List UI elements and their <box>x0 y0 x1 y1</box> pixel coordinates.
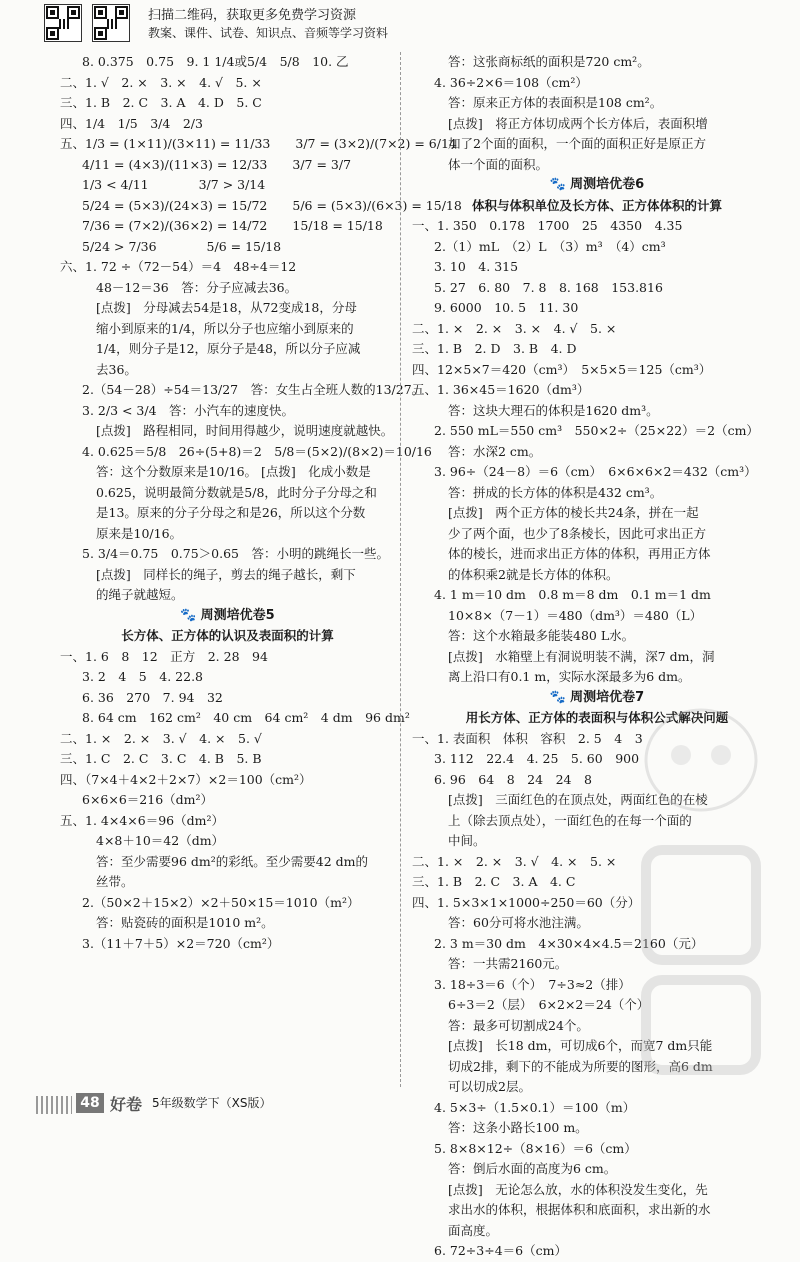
section-subtitle: 用长方体、正方体的表面积与体积公式解决问题 <box>465 710 729 725</box>
answer-line: 的体积乘2就是长方体的体积。 <box>448 566 619 582</box>
answer-line: 4. 1 m＝10 dm 0.8 m＝8 dm 0.1 m＝1 dm <box>434 587 711 602</box>
answer-line: 四、12×5×7＝420（cm³） 5×5×5＝125（cm³） <box>412 361 712 377</box>
answer-line: 答：倒后水面的高度为6 cm。 <box>448 1161 617 1176</box>
right-column <box>412 52 782 1262</box>
answer-line: 48－12＝36 答：分子应减去36。 <box>96 279 298 295</box>
answer-line: 五、1. 4×4×6＝96（dm²） <box>60 812 224 828</box>
answer-line: 6. 96 64 8 24 24 8 <box>434 771 592 787</box>
answer-line: 0.625，说明最简分数就是5/8，此时分子分母之和 <box>96 484 377 500</box>
answer-line: 四、1. 5×3×1×1000÷250＝60（分） <box>412 894 641 910</box>
answer-line: 一、1. 350 0.178 1700 25 4350 4.35 <box>412 218 683 233</box>
answer-line: [点拨] 将正方体切成两个长方体后，表面积增 <box>448 115 708 131</box>
answer-line: 3. 18÷3＝6（个） 7÷3≈2（排） <box>434 976 631 992</box>
answer-line: 答：水深2 cm。 <box>448 443 542 459</box>
page-number: 48 <box>76 1093 104 1113</box>
answer-line: 三、1. C 2. C 3. C 4. B 5. B <box>60 751 262 766</box>
answer-line: 一、1. 表面积 体积 容积 2. 5 4 3 <box>412 730 643 746</box>
answer-line: 五、1/3 = (1×11)/(3×11) = 11/33 3/7 = (3×2)/(7×2) = 6/14 <box>60 136 457 151</box>
answer-line: 3.（11＋7＋5）×2＝720（cm²） <box>82 935 280 951</box>
answer-line: 5. 27 6. 80 7. 8 8. 168 153.816 <box>434 279 663 295</box>
answer-line: 原来是10/16。 <box>96 525 183 541</box>
answer-line: 加了2个面的面积，一个面的面积正好是原正方 <box>448 136 706 151</box>
brand-logo: 好卷 <box>110 1095 143 1114</box>
answer-line: [点拨] 长18 dm，可切成6个，而宽7 dm只能 <box>448 1038 713 1053</box>
answer-line: 6. 36 270 7. 94 32 <box>82 689 223 705</box>
answer-line: 离上沿口有0.1 m，实际水深最多为6 dm。 <box>448 669 691 684</box>
answer-line: 体一个面的面积。 <box>448 156 549 172</box>
mascot-watermark-icon <box>626 700 776 1080</box>
qr-code-icon[interactable] <box>44 4 82 42</box>
answer-line: 5. 3/4＝0.75 0.75＞0.65 答：小明的跳绳长一些。 <box>82 546 390 561</box>
answer-line: 9. 6000 10. 5 11. 30 <box>434 300 579 315</box>
paw-icon: 🐾 <box>180 607 197 623</box>
header-line-2: 教案、课件、试卷、知识点、音频等学习资料 <box>148 26 389 40</box>
answer-line: 8. 0.375 0.75 9. 1 1/4或5/4 5/8 10. 乙 <box>82 54 349 69</box>
answer-line: 答：这条小路长100 m。 <box>448 1120 588 1135</box>
answer-line: [点拨] 同样长的绳子，剪去的绳子越长，剩下 <box>96 566 356 582</box>
answer-line: 2. 3 m＝30 dm 4×30×4×4.5＝2160（元） <box>434 935 704 951</box>
answer-line: 切成2排，剩下的不能成为所要的图形，高6 dm <box>448 1058 713 1074</box>
answer-line: 面高度。 <box>448 1222 499 1238</box>
answer-line: 缩小到原来的1/4，所以分子也应缩小到原来的 <box>96 320 354 336</box>
column-divider <box>400 52 401 1087</box>
answer-line: 六、1. 72 ÷（72－54）＝4 48÷4＝12 <box>60 259 297 274</box>
section-subtitle: 长方体、正方体的认识及表面积的计算 <box>121 628 334 643</box>
answer-line: 五、1. 36×45＝1620（dm³） <box>412 382 590 397</box>
answer-line: [点拨] 无论怎么放，水的体积没发生变化，先 <box>448 1181 708 1197</box>
answer-line: 三、1. B 2. D 3. B 4. D <box>412 341 577 356</box>
answer-line: 答：最多可切割成24个。 <box>448 1017 589 1033</box>
paw-icon: 🐾 <box>549 689 567 705</box>
answer-line: 4. 0.625＝5/8 26÷(5+8)＝2 5/8＝(5×2)/(8×2)＝10/16 <box>82 443 432 459</box>
answer-line: 二、1. × 2. × 3. √ 4. × 5. √ <box>60 730 262 746</box>
answer-line: 1/4，则分子是12，原分子是48，所以分子应减 <box>96 341 361 356</box>
answer-line: 的绳子就越短。 <box>96 587 184 602</box>
answer-line: 少了两个面，也少了8条棱长，因此可求出正方 <box>448 525 706 541</box>
answer-line: 答：原来正方体的表面积是108 cm²。 <box>448 95 663 110</box>
answer-line: 8. 64 cm 162 cm² 40 cm 64 cm² 4 dm 96 dm² <box>82 710 410 725</box>
header-line-1: 扫描二维码，获取更多免费学习资源 <box>148 8 357 23</box>
answer-line: 二、1. × 2. × 3. √ 4. × 5. × <box>412 853 617 869</box>
answer-line: 3. 112 22.4 4. 25 5. 60 900 <box>434 751 640 766</box>
answer-line: 2.（1）mL （2）L （3）m³ （4）cm³ <box>434 238 666 254</box>
answer-line: [点拨] 分母减去54是18，从72变成18，分母 <box>96 300 357 315</box>
answer-line: 3. 10 4. 315 <box>434 259 519 274</box>
answer-line: 5/24 > 7/36 5/6 = 15/18 <box>82 238 282 254</box>
answer-line: 一、1. 6 8 12 正方 2. 28 94 <box>60 648 268 664</box>
answer-line: 上（除去顶点处），一面红色的在每一个面的 <box>448 812 692 828</box>
answer-line: 2. 550 mL＝550 cm³ 550×2÷（25×22）＝2（cm） <box>434 423 759 438</box>
answer-line: [点拨] 两个正方体的棱长共24条，拼在一起 <box>448 505 699 520</box>
answer-line: 求出水的体积，根据体积和底面积，求出新的水 <box>448 1202 711 1217</box>
answer-line: 4×8＋10＝42（dm） <box>96 833 225 848</box>
answer-line: 可以切成2层。 <box>448 1079 531 1094</box>
paw-icon: 🐾 <box>549 177 567 192</box>
answer-line: 答：一共需2160元。 <box>448 956 568 971</box>
answer-line: 答：这个分数原来是10/16。 [点拨] 化成小数是 <box>96 464 371 479</box>
answer-line: 去36。 <box>96 361 137 377</box>
answer-line: 答：这块大理石的体积是1620 dm³。 <box>448 402 659 418</box>
answer-line: 答：拼成的长方体的体积是432 cm³。 <box>448 484 663 500</box>
answer-line: 3. 96÷（24－8）＝6（cm） 6×6×6×2＝432（cm³） <box>434 464 757 479</box>
answer-line: 5. 8×8×12÷（8×16）＝6（cm） <box>434 1140 637 1156</box>
answer-line: 4. 5×3÷（1.5×0.1）＝100（m） <box>434 1099 636 1115</box>
answer-line: 丝带。 <box>96 874 134 889</box>
section-subtitle: 体积与体积单位及长方体、正方体体积的计算 <box>471 197 722 213</box>
answer-line: 4. 36÷2×6＝108（cm²） <box>434 74 588 90</box>
decor-bars <box>36 1096 72 1114</box>
answer-line: 三、1. B 2. C 3. A 4. D 5. C <box>60 95 262 110</box>
answer-line: 5/24 = (5×3)/(24×3) = 15/72 5/6 = (5×3)/(6×3) = 15/18 <box>82 197 462 213</box>
answer-line: 答：贴瓷砖的面积是1010 m²。 <box>96 915 274 930</box>
section-heading: 🐾 周测培优卷5 <box>180 607 275 623</box>
answer-line: [点拨] 三面红色的在顶点处，两面红色的在棱 <box>448 792 708 807</box>
answer-line: 2.（54－28）÷54＝13/27 答：女生占全班人数的13/27。 <box>82 382 425 397</box>
answer-line: 四、（7×4＋4×2＋2×7）×2＝100（cm²） <box>60 771 312 787</box>
answer-line: [点拨] 路程相同，时间用得越少，说明速度就越快。 <box>96 423 394 438</box>
footer-book-title: 5年级数学下（XS版） <box>152 1096 272 1110</box>
left-column <box>60 52 462 954</box>
answer-line: 二、1. √ 2. × 3. × 4. √ 5. × <box>60 74 262 90</box>
answer-line: 2.（50×2＋15×2）×2＋50×15＝1010（m²） <box>82 894 360 910</box>
answer-line: 二、1. × 2. × 3. × 4. √ 5. × <box>412 320 617 336</box>
answer-line: 3. 2/3 < 3/4 答：小汽车的速度快。 <box>82 402 295 418</box>
answer-line: [点拨] 水箱壁上有洞说明装不满，深7 dm，洞 <box>448 648 715 664</box>
page-footer <box>0 1090 800 1119</box>
qr-code-icon[interactable] <box>92 4 130 42</box>
answer-line: 7/36 = (7×2)/(36×2) = 14/72 15/18 = 15/18 <box>82 218 383 233</box>
answer-line: 6×6×6＝216（dm²） <box>82 792 214 807</box>
answer-line: 6÷3＝2（层） 6×2×2＝24（个） <box>448 997 650 1012</box>
answer-line: 1/3 < 4/11 3/7 > 3/14 <box>82 177 266 192</box>
answer-line: 6. 72÷3÷4＝6（cm） <box>434 1243 567 1258</box>
answer-line: 三、1. B 2. C 3. A 4. C <box>412 874 576 889</box>
answer-line: 答：这张商标纸的面积是720 cm²。 <box>448 54 650 69</box>
answer-line: 答：至少需要96 dm²的彩纸。至少需要42 dm的 <box>96 853 368 869</box>
answer-line: 是13。原来的分子分母之和是26，所以这个分数 <box>96 505 366 520</box>
answer-line: 中间。 <box>448 833 486 848</box>
answer-line: 3. 2 4 5 4. 22.8 <box>82 669 203 684</box>
answer-line: 体的棱长，进而求出正方体的体积，再用正方体 <box>448 546 711 561</box>
answer-line: 10×8×（7－1）＝480（dm³）＝480（L） <box>448 607 703 623</box>
section-heading: 🐾 周测培优卷7 <box>549 689 645 705</box>
answer-line: 答：60分可将水池注满。 <box>448 915 589 930</box>
page-header <box>0 0 800 48</box>
section-heading: 🐾 周测培优卷6 <box>549 177 645 192</box>
answer-line: 答：这个水箱最多能装480 L水。 <box>448 628 635 643</box>
answer-line: 4/11 = (4×3)/(11×3) = 12/33 3/7 = 3/7 <box>82 156 352 172</box>
answer-line: 四、1/4 1/5 3/4 2/3 <box>60 115 203 131</box>
